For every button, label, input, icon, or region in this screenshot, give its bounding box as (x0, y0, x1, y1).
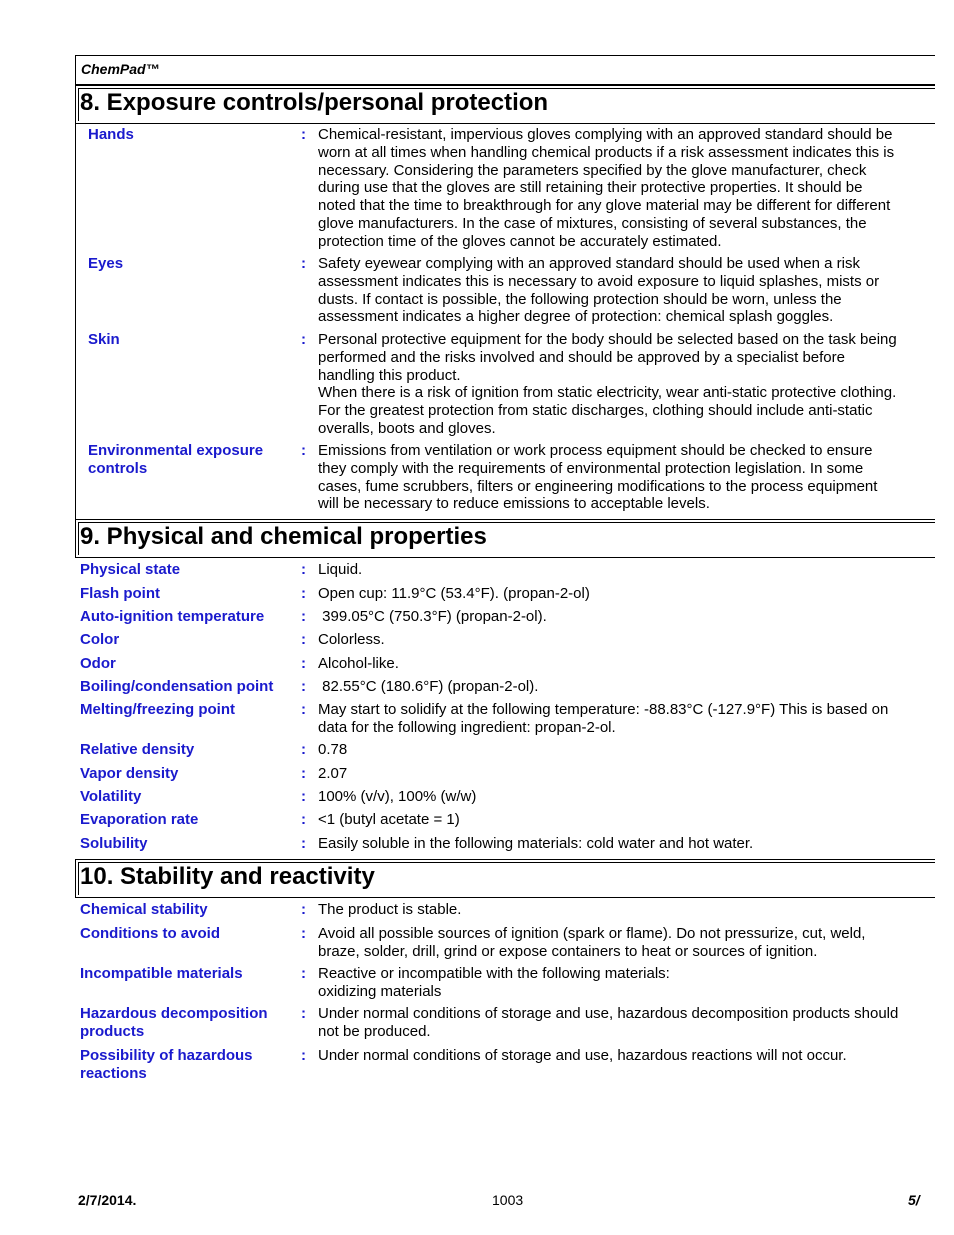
label-line: Hazardous decomposition (80, 1005, 268, 1022)
value-line: cases, fume scrubbers, filters or engineering modifications to the process equipment (318, 477, 878, 495)
row-label: Physical state (80, 561, 181, 578)
row-colon: : (301, 255, 306, 272)
row-label: Relative density (80, 741, 195, 758)
row-colon: : (301, 701, 306, 718)
section-10-header (75, 859, 935, 898)
row-label (88, 442, 263, 478)
value-line: For the greatest protection from static discharges, clothing should include anti-static (318, 402, 873, 420)
value-line: Alcohol-like. (318, 655, 399, 672)
value-line: not be produced. (318, 1022, 431, 1040)
row-value (318, 765, 924, 783)
row-value (318, 1005, 924, 1041)
value-line: When there is a risk of ignition from static electricity, wear anti-static protective clothing. (318, 384, 897, 402)
label-line: Chemical stability (80, 901, 208, 918)
row-value (318, 561, 924, 579)
value-line: worn at all times when handling chemical products if a risk assessment indicates this is (318, 143, 895, 161)
value-line: dusts. If contact is possible, the following protection should be worn, unless the (318, 290, 842, 308)
row-value (318, 835, 924, 853)
row-colon: : (301, 1005, 306, 1022)
value-line: noted that the time to breakthrough for any glove material may be different for different (318, 197, 891, 215)
value-line: Personal protective equipment for the body should be selected based on the task being (318, 331, 897, 348)
row-value (318, 811, 924, 829)
section-8-header (75, 85, 935, 124)
row-value (318, 126, 924, 251)
row-colon: : (301, 631, 306, 648)
value-line: oxidizing materials (318, 982, 442, 1000)
value-line: protection time of the gloves cannot be accurately estimated. (318, 232, 722, 250)
row-label: Auto-ignition temperature (80, 608, 265, 625)
row-colon: : (301, 965, 306, 982)
row-value (318, 442, 924, 513)
value-line: Easily soluble in the following materials: cold water and hot water. (318, 835, 754, 852)
value-line: <1 (butyl acetate = 1) (318, 811, 460, 828)
value-line: braze, solder, drill, grind or expose containers to heat or sources of ignition. (318, 942, 818, 960)
section-9-title: 9. Physical and chemical properties (80, 523, 487, 550)
label-line: products (80, 1023, 145, 1040)
value-line: assessment indicates a higher degree of protection: chemical splash goggles. (318, 308, 834, 326)
label-line: Incompatible materials (80, 965, 243, 982)
row-value (318, 925, 924, 961)
label-line: Conditions to avoid (80, 925, 220, 942)
row-colon: : (301, 126, 306, 143)
row-value (318, 965, 924, 1001)
row-label: Flash point (80, 585, 160, 602)
row-colon: : (301, 331, 306, 348)
value-line: overalls, boots and gloves. (318, 419, 496, 437)
row-value (318, 585, 924, 603)
value-line: assessment indicates this is necessary to avoid exposure to liquid splashes, mists or (318, 272, 880, 290)
section-9-header (75, 519, 935, 558)
footer-code: 1003 (492, 1192, 524, 1208)
row-label: Melting/freezing point (80, 701, 235, 718)
value-line: Reactive or incompatible with the following materials: (318, 965, 670, 982)
row-colon: : (301, 765, 306, 782)
row-colon: : (301, 835, 306, 852)
row-value (318, 331, 924, 438)
footer-date: 2/7/2014. (78, 1192, 137, 1208)
value-line: glove manufacturers. In the case of mixtures, consisting of several substances, the (318, 214, 867, 232)
row-label (80, 1005, 268, 1041)
row-colon: : (301, 608, 306, 625)
value-line: Emissions from ventilation or work process equipment should be checked to ensure (318, 442, 873, 459)
row-label: Evaporation rate (80, 811, 199, 828)
row-colon: : (301, 561, 306, 578)
row-value (318, 631, 924, 649)
value-line: Under normal conditions of storage and use, hazardous reactions will not occur. (318, 1047, 847, 1064)
value-line: Avoid all possible sources of ignition (spark or flame). Do not pressurize, cut, weld, (318, 925, 866, 942)
value-line: Colorless. (318, 631, 385, 648)
row-label (80, 965, 243, 983)
label-line: Possibility of hazardous (80, 1047, 253, 1064)
row-label: Solubility (80, 835, 148, 852)
row-value (318, 608, 924, 626)
value-line: will be necessary to reduce emissions to acceptable levels. (318, 495, 710, 513)
value-line: Open cup: 11.9°C (53.4°F). (propan-2-ol) (318, 585, 590, 602)
row-value (318, 655, 924, 673)
value-line: data for the following ingredient: propan-2-ol. (318, 718, 616, 736)
value-line: 399.05°C (750.3°F) (propan-2-ol). (318, 608, 547, 625)
label-line: Environmental exposure (88, 442, 264, 459)
row-value (318, 701, 924, 737)
label-line: reactions (80, 1065, 147, 1082)
row-label (80, 1047, 253, 1083)
row-label: Boiling/condensation point (80, 678, 274, 695)
row-colon: : (301, 901, 306, 918)
value-line: they comply with the requirements of environmental protection legislation. In some (318, 459, 864, 477)
value-line: 2.07 (318, 765, 348, 782)
label-line: controls (88, 460, 148, 477)
row-colon: : (301, 811, 306, 828)
row-colon: : (301, 925, 306, 942)
row-label: Hands (88, 126, 134, 143)
section-10-title: 10. Stability and reactivity (80, 863, 375, 890)
row-colon: : (301, 1047, 306, 1064)
row-label (80, 925, 220, 943)
row-colon: : (301, 655, 306, 672)
row-label: Color (80, 631, 120, 648)
row-label: Eyes (88, 255, 124, 272)
row-colon: : (301, 678, 306, 695)
value-line: May start to solidify at the following temperature: -88.83°C (-127.9°F) This is based on (318, 701, 889, 718)
row-label: Skin (88, 331, 120, 348)
row-value (318, 678, 924, 696)
row-label: Odor (80, 655, 116, 672)
value-line: performed and the risks involved and should be approved by a specialist before (318, 348, 845, 366)
value-line: 0.78 (318, 741, 348, 758)
section-8-title: 8. Exposure controls/personal protection (80, 89, 549, 116)
value-line: Liquid. (318, 561, 363, 578)
row-label: Vapor density (80, 765, 179, 782)
row-value (318, 741, 924, 759)
row-colon: : (301, 788, 306, 805)
footer-page-number: 5/ (908, 1192, 920, 1208)
value-line: 82.55°C (180.6°F) (propan-2-ol). (318, 678, 539, 695)
value-line: The product is stable. (318, 901, 462, 918)
row-colon: : (301, 741, 306, 758)
value-line: during use that the gloves are still retaining their protective properties. It should be (318, 179, 863, 197)
product-name-box (75, 55, 935, 85)
value-line: Safety eyewear complying with an approved standard should be used when a risk (318, 255, 860, 272)
value-line: Under normal conditions of storage and use, hazardous decomposition products should (318, 1005, 899, 1022)
row-colon: : (301, 585, 306, 602)
row-value (318, 901, 924, 919)
value-line: Chemical-resistant, impervious gloves complying with an approved standard should be (318, 126, 893, 143)
row-value (318, 788, 924, 806)
row-label (80, 901, 208, 919)
row-label: Volatility (80, 788, 142, 805)
value-line: necessary. Considering the parameters specified by the glove manufacturer, check (318, 161, 867, 179)
value-line: handling this product. (318, 366, 461, 384)
row-value (318, 255, 924, 326)
product-name: ChemPad™ (81, 61, 160, 77)
row-value (318, 1047, 924, 1065)
value-line: 100% (v/v), 100% (w/w) (318, 788, 477, 805)
row-colon: : (301, 442, 306, 459)
